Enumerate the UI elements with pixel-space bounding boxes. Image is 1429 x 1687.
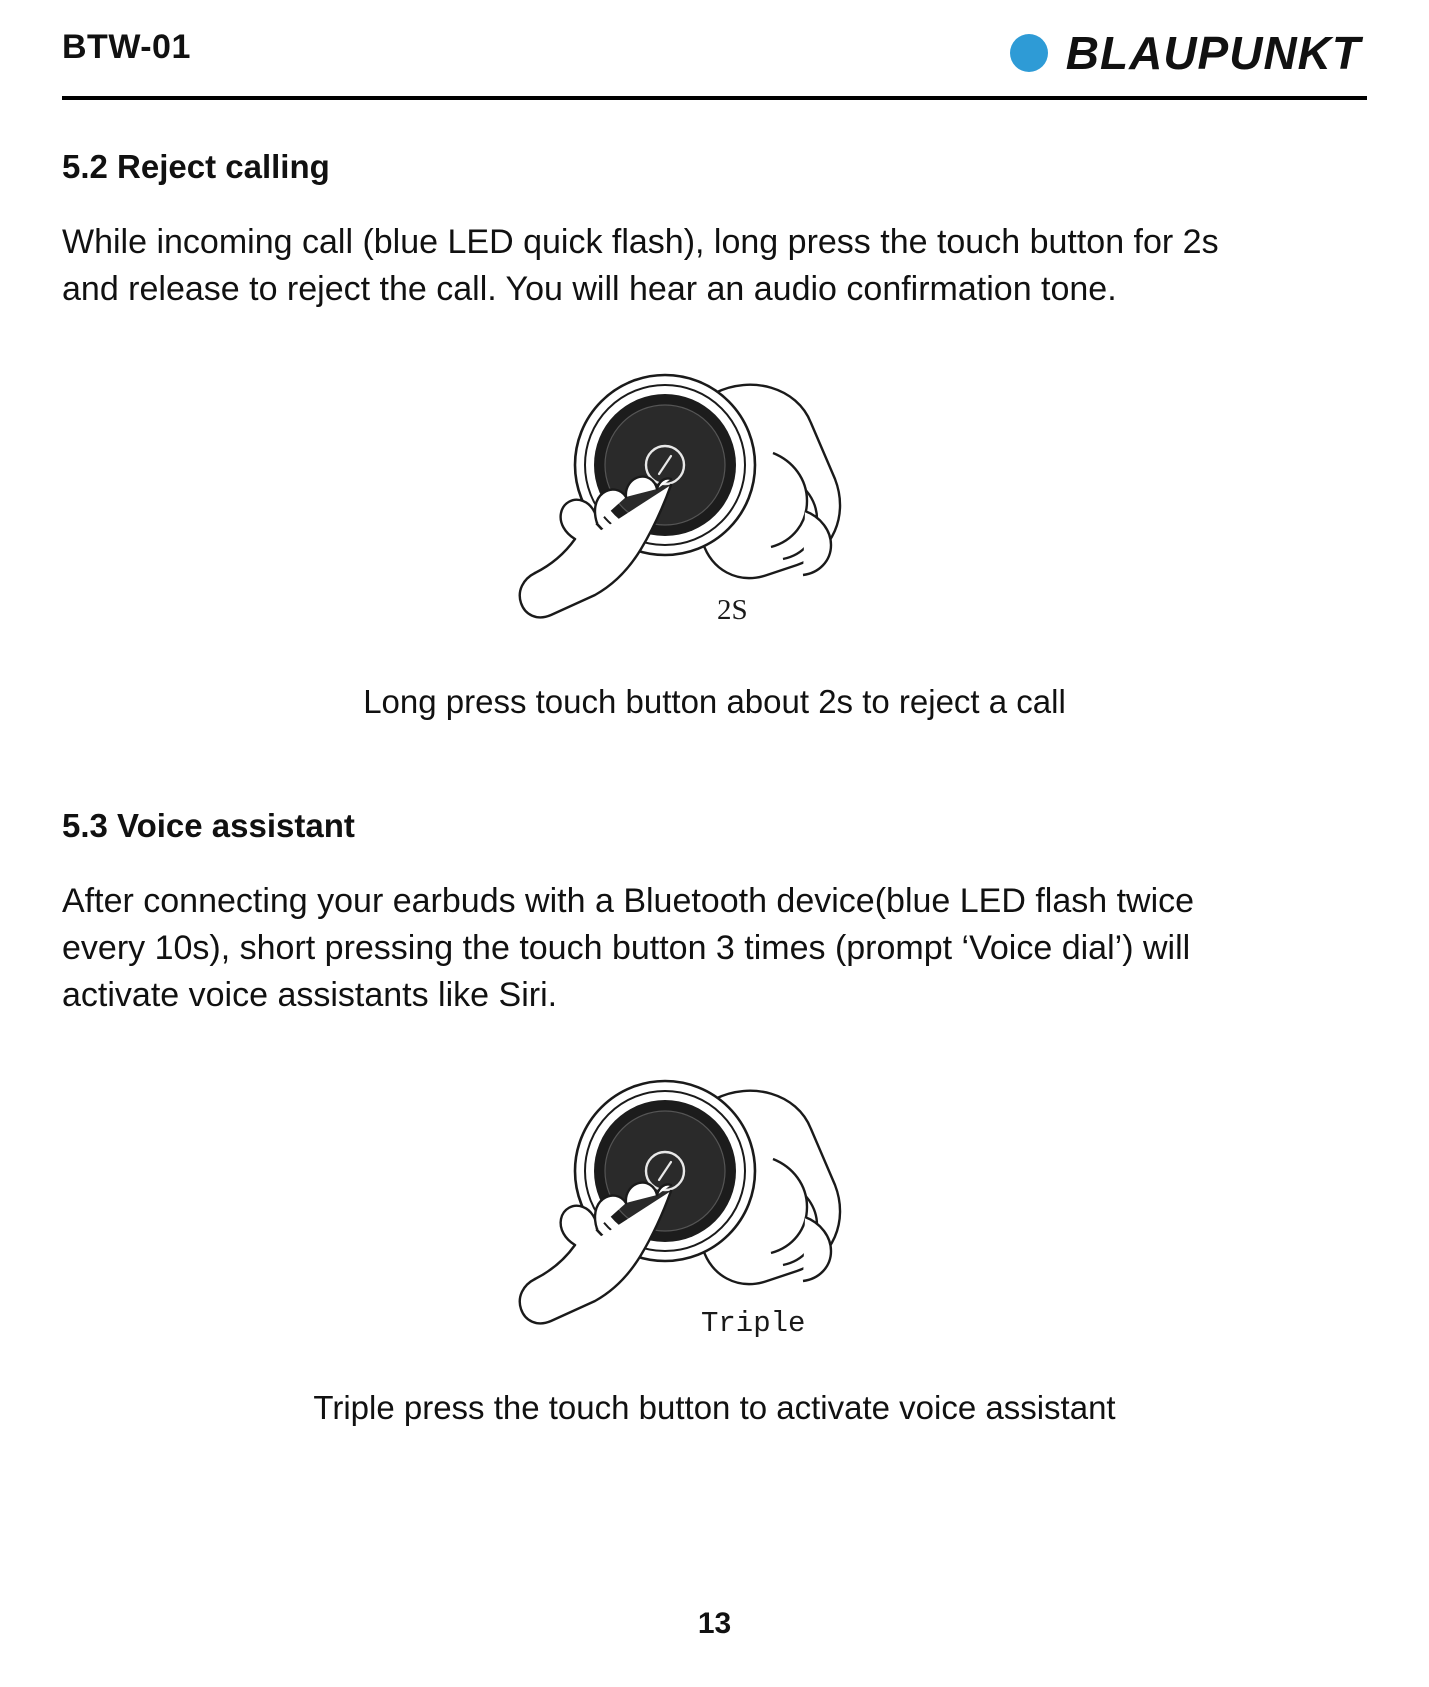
section-heading-reject-calling: 5.2 Reject calling: [62, 148, 330, 185]
caption-triple-press: Triple press the touch button to activate voice assistant: [313, 1389, 1116, 1427]
page-number: 13: [697, 1607, 732, 1640]
caption-long-press: Long press touch button about 2s to reject a call: [363, 683, 1066, 721]
brand-dot-icon: [1010, 34, 1048, 72]
figure-long-press: [62, 357, 1367, 657]
brand-name: BLAUPUNKT: [1065, 27, 1361, 79]
earbud-triple-press-illustration: [505, 1063, 925, 1363]
figure-triple-press: [62, 1063, 1367, 1363]
page-header: [62, 0, 1367, 100]
brand-logo: [1010, 27, 1367, 79]
section-body-voice-assistant: After connecting your earbuds with a Bluetooth device(blue LED flash twice every 10s), short pressing the touch button 3 times (prompt ‘Voice dial’) will activate voice assistants like Siri.: [62, 882, 1195, 1015]
model-code: BTW-01: [62, 28, 191, 66]
section-body-reject-calling: While incoming call (blue LED quick flash), long press the touch button for 2s and release to reject the call. You will hear an audio confirmation tone.: [62, 223, 1219, 309]
earbud-long-press-illustration: [505, 357, 925, 657]
figure-label-triple-press: Triple: [700, 1307, 805, 1341]
section-heading-voice-assistant: 5.3 Voice assistant: [62, 807, 355, 845]
figure-label-long-press: 2S: [716, 594, 748, 627]
